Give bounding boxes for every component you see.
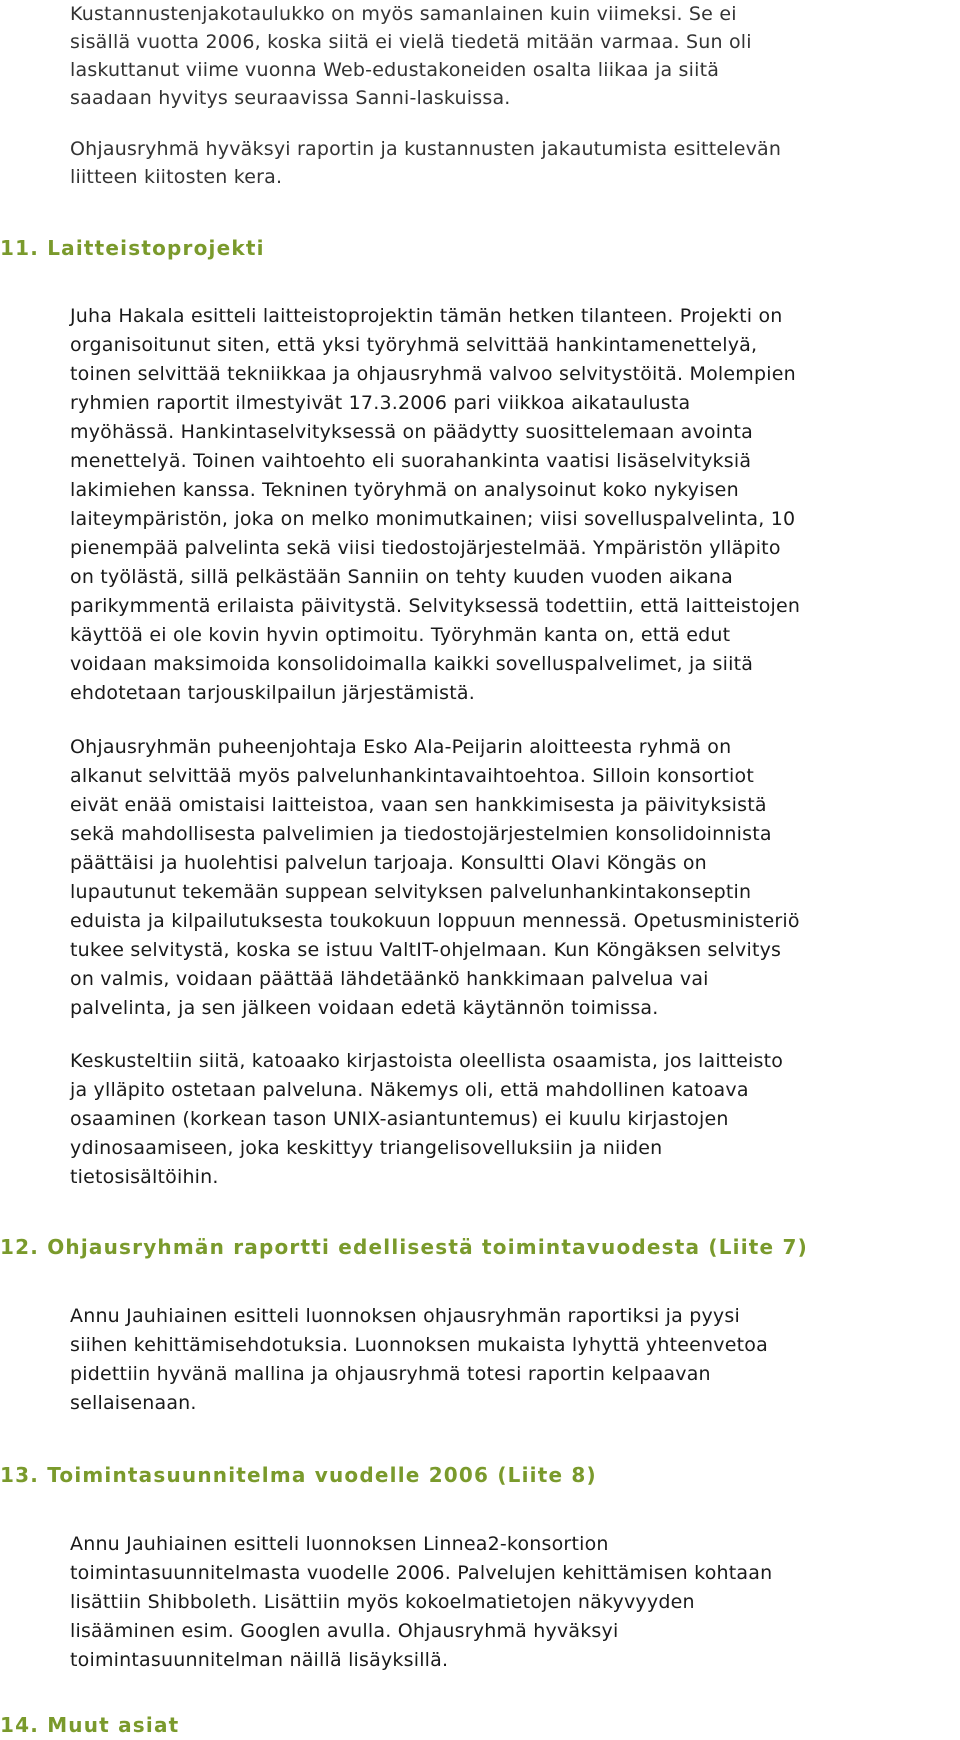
text-line: osaaminen (korkean tason UNIX-asiantuntemus) ei kuulu kirjastojen — [70, 1108, 729, 1130]
text-line: organisoitunut siten, että yksi työryhmä selvittää hankintamenettelyä, — [70, 334, 758, 356]
text-line: Annu Jauhiainen esitteli luonnoksen Linnea2-konsortion — [70, 1533, 609, 1555]
text-line: parikymmentä erilaista päivitystä. Selvityksessä todettiin, että laitteistojen — [70, 595, 801, 617]
text-line: ydinosaamiseen, joka keskittyy triangelisovelluksiin ja niiden — [70, 1137, 663, 1159]
text-line: tietosisältöihin. — [70, 1166, 219, 1188]
text-line: sekä mahdollisesta palvelimien ja tiedostojärjestelmien konsolidoinnista — [70, 823, 772, 845]
text-line: saadaan hyvitys seuraavissa Sanni-laskuissa. — [70, 87, 511, 109]
text-line: menettelyä. Toinen vaihtoehto eli suorahankinta vaatisi lisäselvityksiä — [70, 450, 752, 472]
text-line: pidettiin hyvänä mallina ja ohjausryhmä totesi raportin kelpaavan — [70, 1363, 711, 1385]
text-line: on valmis, voidaan päättää lähdetäänkö hankkimaan palvelua vai — [70, 968, 709, 990]
text-line: sellaisenaan. — [70, 1392, 197, 1414]
text-line: palvelinta, ja sen jälkeen voidaan edetä käytännön toimissa. — [70, 997, 659, 1019]
text-line: lupautunut tekemään suppean selvityksen palvelunhankintakonseptin — [70, 881, 752, 903]
text-line: toinen selvittää tekniikkaa ja ohjausryhmä valvoo selvitystöitä. Molempien — [70, 363, 796, 385]
text-line: myöhässä. Hankintaselvityksessä on päädytty suosittelemaan avointa — [70, 421, 753, 443]
text-line: siihen kehittämisehdotuksia. Luonnoksen mukaista lyhyttä yhteenvetoa — [70, 1334, 768, 1356]
text-line: lisättiin Shibboleth. Lisättiin myös kokoelmatietojen näkyvyyden — [70, 1591, 695, 1613]
text-line: ehdotetaan tarjouskilpailun järjestämistä. — [70, 682, 475, 704]
text-line: päättäisi ja huolehtisi palvelun tarjoaja. Konsultti Olavi Köngäs on — [70, 852, 707, 874]
text-line: eduista ja kilpailutuksesta toukokuun loppuun mennessä. Opetusministeriö — [70, 910, 800, 932]
section-heading-11: 11. Laitteistoprojekti — [0, 236, 265, 260]
text-line: Kustannustenjakotaulukko on myös samanlainen kuin viimeksi. Se ei — [70, 3, 737, 25]
text-line: toimintasuunnitelmasta vuodelle 2006. Palvelujen kehittämisen kohtaan — [70, 1562, 773, 1584]
section-heading-13: 13. Toimintasuunnitelma vuodelle 2006 (Liite 8) — [0, 1463, 597, 1487]
text-line: Juha Hakala esitteli laitteistoprojektin tämän hetken tilanteen. Projekti on — [70, 305, 783, 327]
text-line: Ohjausryhmä hyväksyi raportin ja kustannusten jakautumista esittelevän — [70, 138, 782, 160]
text-line: tukee selvitystä, koska se istuu ValtIT-ohjelmaan. Kun Köngäksen selvitys — [70, 939, 782, 961]
approval-paragraph — [70, 135, 950, 191]
text-line: Ohjausryhmän puheenjohtaja Esko Ala-Peijarin aloitteesta ryhmä on — [70, 736, 732, 758]
section-11-paragraph-3 — [70, 1047, 950, 1192]
text-line: Annu Jauhiainen esitteli luonnoksen ohjausryhmän raportiksi ja pyysi — [70, 1305, 740, 1327]
section-11-paragraph-1 — [70, 302, 950, 708]
section-11-paragraph-2 — [70, 733, 950, 1023]
text-line: käyttöä ei ole kovin hyvin optimoitu. Työryhmän kanta on, että edut — [70, 624, 731, 646]
section-13-paragraph — [70, 1530, 950, 1675]
text-line: eivät enää omistaisi laitteistoa, vaan sen hankkimisesta ja päivityksistä — [70, 794, 767, 816]
text-line: lisääminen esim. Googlen avulla. Ohjausryhmä hyväksyi — [70, 1620, 619, 1642]
text-line: toimintasuunnitelman näillä lisäyksillä. — [70, 1649, 449, 1671]
text-line: Keskusteltiin siitä, katoaako kirjastoista oleellista osaamista, jos laitteisto — [70, 1050, 784, 1072]
text-line: liitteen kiitosten kera. — [70, 166, 283, 188]
section-12-paragraph — [70, 1302, 950, 1418]
text-line: on työlästä, sillä pelkästään Sanniin on tehty kuuden vuoden aikana — [70, 566, 733, 588]
text-line: laiteympäristön, joka on melko monimutkainen; viisi sovelluspalvelinta, 10 — [70, 508, 796, 530]
text-line: ja ylläpito ostetaan palveluna. Näkemys oli, että mahdollinen katoava — [70, 1079, 749, 1101]
text-line: laskuttanut viime vuonna Web-edustakoneiden osalta liikaa ja siitä — [70, 59, 720, 81]
text-line: alkanut selvittää myös palvelunhankintavaihtoehtoa. Silloin konsortiot — [70, 765, 754, 787]
intro-paragraph — [70, 0, 950, 112]
section-heading-14: 14. Muut asiat — [0, 1713, 180, 1737]
text-line: pienempää palvelinta sekä viisi tiedostojärjestelmää. Ympäristön ylläpito — [70, 537, 781, 559]
text-line: sisällä vuotta 2006, koska siitä ei vielä tiedetä mitään varmaa. Sun oli — [70, 31, 752, 53]
text-line: ryhmien raportit ilmestyivät 17.3.2006 pari viikkoa aikataulusta — [70, 392, 691, 414]
text-line: lakimiehen kanssa. Tekninen työryhmä on analysoinut koko nykyisen — [70, 479, 739, 501]
section-heading-12: 12. Ohjausryhmän raportti edellisestä toimintavuodesta (Liite 7) — [0, 1235, 808, 1259]
text-line: voidaan maksimoida konsolidoimalla kaikki sovelluspalvelimet, ja siitä — [70, 653, 754, 675]
